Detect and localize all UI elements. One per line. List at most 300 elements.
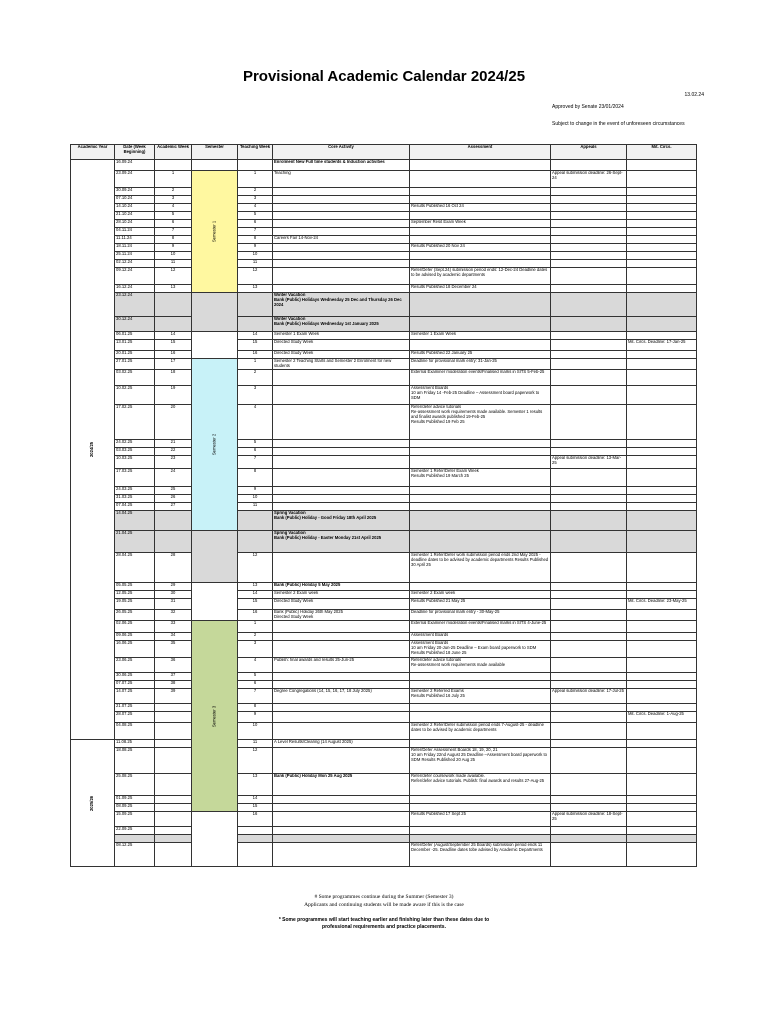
week-beginning-cell: 16.09.24 — [115, 160, 155, 171]
semester-cell — [192, 332, 238, 359]
mit-circs-cell — [627, 260, 697, 268]
core-activity-cell: Semester 2 Teaching Starts and Semester 2 Enrolment for new students — [273, 359, 410, 370]
column-header: Appeals — [551, 145, 627, 160]
core-activity-cell — [273, 827, 410, 835]
core-activity-cell — [273, 252, 410, 260]
appeals-cell — [551, 827, 627, 835]
week-beginning-cell: 18.11.24 — [115, 244, 155, 252]
week-beginning-cell: 23.06.25 — [115, 658, 155, 673]
core-activity-cell: Careers Fair 14-Nov-24 — [273, 236, 410, 244]
core-activity-cell — [273, 188, 410, 196]
semester-label: Semester 3 — [211, 705, 217, 727]
week-beginning-cell: 23.09.24 — [115, 171, 155, 188]
semester-cell — [192, 812, 238, 867]
teaching-week-cell: 10 — [238, 495, 273, 503]
semester-cell — [192, 359, 238, 531]
mit-circs-cell — [627, 511, 697, 531]
table-row — [71, 740, 697, 748]
mit-circs-cell — [627, 658, 697, 673]
assessment-cell — [410, 236, 551, 244]
column-header: Semester — [192, 145, 238, 160]
table-row — [71, 495, 697, 503]
core-activity-cell — [273, 440, 410, 448]
table-row — [71, 553, 697, 583]
week-beginning-cell: 20.01.25 — [115, 351, 155, 359]
table-row — [71, 386, 697, 405]
teaching-week-cell: 3 — [238, 641, 273, 658]
teaching-week-cell: 13 — [238, 583, 273, 591]
academic-week-cell — [155, 160, 192, 171]
appeals-cell: Appeal submission deadline: 18-Sept-25 — [551, 812, 627, 827]
mit-circs-cell — [627, 641, 697, 658]
mit-circs-cell — [627, 440, 697, 448]
core-activity-cell — [273, 633, 410, 641]
assessment-cell: Refer/defer advice tutorials Re-assessment work requirements made available — [410, 658, 551, 673]
assessment-cell — [410, 260, 551, 268]
week-beginning-cell: 03.02.25 — [115, 370, 155, 386]
column-header: Date (Week Beginning) — [115, 145, 155, 160]
appeals-cell — [551, 228, 627, 236]
core-activity-cell — [273, 370, 410, 386]
week-beginning-cell: 12.05.25 — [115, 591, 155, 599]
week-beginning-cell: 30.06.25 — [115, 673, 155, 681]
appeals-cell — [551, 487, 627, 495]
teaching-week-cell: 3 — [238, 196, 273, 204]
core-activity-cell — [273, 704, 410, 712]
teaching-week-cell: 2 — [238, 188, 273, 196]
table-row — [71, 748, 697, 774]
assessment-cell — [410, 440, 551, 448]
column-header: Academic Year — [71, 145, 115, 160]
appeals-cell — [551, 681, 627, 689]
academic-week-cell: 7 — [155, 228, 192, 236]
mit-circs-cell — [627, 236, 697, 244]
table-row — [71, 405, 697, 440]
academic-week-cell — [155, 827, 192, 835]
core-activity-cell — [273, 244, 410, 252]
academic-week-cell: 39 — [155, 689, 192, 704]
assessment-cell — [410, 704, 551, 712]
teaching-week-cell — [238, 293, 273, 317]
core-activity-cell — [273, 228, 410, 236]
mit-circs-cell — [627, 633, 697, 641]
core-activity-cell: Directed Study Week — [273, 351, 410, 359]
appeals-cell — [551, 260, 627, 268]
core-activity-cell: Winter Vacation Bank (Public) Holidays Wednesday 25 Dec and Thursday 26 Dec 2024 — [273, 293, 410, 317]
table-row — [71, 681, 697, 689]
teaching-week-cell: 2 — [238, 633, 273, 641]
core-activity-cell — [273, 268, 410, 285]
appeals-cell — [551, 511, 627, 531]
teaching-week-cell: 7 — [238, 689, 273, 704]
table-row — [71, 212, 697, 220]
assessment-cell — [410, 448, 551, 456]
academic-week-cell: 5 — [155, 212, 192, 220]
mit-circs-cell — [627, 332, 697, 340]
academic-week-cell — [155, 723, 192, 740]
appeals-cell — [551, 448, 627, 456]
appeals-cell — [551, 804, 627, 812]
core-activity-cell — [273, 553, 410, 583]
table-row — [71, 591, 697, 599]
assessment-cell — [410, 228, 551, 236]
appeals-cell — [551, 495, 627, 503]
mit-circs-cell — [627, 689, 697, 704]
table-row — [71, 293, 697, 317]
teaching-week-cell: 5 — [238, 212, 273, 220]
assessment-cell — [410, 456, 551, 469]
week-beginning-cell: 21.07.25 — [115, 704, 155, 712]
assessment-cell — [410, 681, 551, 689]
mit-circs-cell — [627, 244, 697, 252]
mit-circs-cell — [627, 386, 697, 405]
teaching-week-cell — [238, 827, 273, 835]
week-beginning-cell: 01.09.25 — [115, 796, 155, 804]
table-row — [71, 835, 697, 843]
academic-week-cell: 17 — [155, 359, 192, 370]
table-row — [71, 160, 697, 171]
week-beginning-cell: 19.05.25 — [115, 599, 155, 610]
appeals-cell — [551, 712, 627, 723]
academic-week-cell: 4 — [155, 204, 192, 212]
table-row — [71, 260, 697, 268]
table-row — [71, 351, 697, 359]
footnote-line-2: Applicants and continuing students will be made aware if this is the case — [304, 902, 464, 908]
week-beginning-cell: 27.01.25 — [115, 359, 155, 370]
core-activity-cell: A Level Results/Clearing (14 August 2025) — [273, 740, 410, 748]
assessment-cell — [410, 804, 551, 812]
academic-week-cell — [155, 531, 192, 553]
assessment-cell: Semester 1 Exam Week — [410, 332, 551, 340]
teaching-week-cell: 9 — [238, 712, 273, 723]
table-row — [71, 641, 697, 658]
mit-circs-cell — [627, 487, 697, 495]
week-beginning-cell: 23.12.24 — [115, 293, 155, 317]
academic-week-cell: 38 — [155, 681, 192, 689]
teaching-week-cell: 16 — [238, 812, 273, 827]
teaching-week-cell: 10 — [238, 723, 273, 740]
assessment-cell — [410, 827, 551, 835]
assessment-cell — [410, 160, 551, 171]
appeals-cell — [551, 843, 627, 867]
week-beginning-cell: 07.04.25 — [115, 503, 155, 511]
table-row — [71, 448, 697, 456]
core-activity-cell — [273, 723, 410, 740]
core-activity-cell: Bank (Public) Holiday 5 May 2025 — [273, 583, 410, 591]
week-beginning-cell: 15.09.25 — [115, 812, 155, 827]
teaching-week-cell — [238, 511, 273, 531]
appeals-cell — [551, 774, 627, 796]
academic-week-cell: 13 — [155, 285, 192, 293]
teaching-week-cell: 9 — [238, 244, 273, 252]
core-activity-cell — [273, 503, 410, 511]
footnote-line-4: professional requirements and practice placements. — [322, 923, 446, 930]
core-activity-cell — [273, 204, 410, 212]
table-row — [71, 220, 697, 228]
appeals-cell — [551, 621, 627, 633]
academic-week-cell — [155, 835, 192, 843]
mit-circs-cell — [627, 583, 697, 591]
assessment-cell: September Resit Exam Week — [410, 220, 551, 228]
table-row — [71, 359, 697, 370]
academic-week-cell: 28 — [155, 553, 192, 583]
core-activity-cell — [273, 681, 410, 689]
appeals-cell — [551, 252, 627, 260]
appeals-cell — [551, 285, 627, 293]
mit-circs-cell: Mit. Circs. Deadline: 1-Aug-25 — [627, 712, 697, 723]
academic-week-cell: 30 — [155, 591, 192, 599]
appeals-cell — [551, 386, 627, 405]
academic-week-cell — [155, 704, 192, 712]
teaching-week-cell: 1 — [238, 359, 273, 370]
mit-circs-cell — [627, 553, 697, 583]
assessment-cell: Results Published 16 Oct 24 — [410, 204, 551, 212]
page-title: Provisional Academic Calendar 2024/25 — [242, 68, 526, 85]
core-activity-cell — [273, 456, 410, 469]
mit-circs-cell — [627, 774, 697, 796]
academic-week-cell: 25 — [155, 487, 192, 495]
week-beginning-cell: 02.06.25 — [115, 621, 155, 633]
assessment-cell — [410, 511, 551, 531]
mit-circs-cell: Mit. Circs. Deadline: 23-May-25 — [627, 599, 697, 610]
table-row — [71, 268, 697, 285]
mit-circs-cell — [627, 456, 697, 469]
academic-week-cell: 11 — [155, 260, 192, 268]
mit-circs-cell — [627, 252, 697, 260]
academic-week-cell: 22 — [155, 448, 192, 456]
core-activity-cell: Degree Congregations (14, 15, 16, 17, 18 July 2025) — [273, 689, 410, 704]
core-activity-cell — [273, 641, 410, 658]
placement-footnote — [0, 917, 768, 930]
table-row — [71, 317, 697, 332]
table-row — [71, 285, 697, 293]
mit-circs-cell — [627, 405, 697, 440]
mit-circs-cell — [627, 827, 697, 835]
assessment-cell: Refer/Defer Assessment Boards 18, 19, 20, 21 10 am Friday 22nd August 25 Deadline –Assessment board paperwork to SDM Results Published 20 Aug 25 — [410, 748, 551, 774]
assessment-cell: Assessment Boards 10 am Friday 14 -Feb-25 Deadline – Assessment board paperwork to SDM — [410, 386, 551, 405]
week-beginning-cell — [115, 835, 155, 843]
semester-cell — [192, 531, 238, 583]
table-row — [71, 723, 697, 740]
teaching-week-cell: 13 — [238, 774, 273, 796]
week-beginning-cell: 08.12.25 — [115, 843, 155, 867]
teaching-week-cell: 12 — [238, 748, 273, 774]
table-row — [71, 252, 697, 260]
table-row — [71, 171, 697, 188]
mit-circs-cell — [627, 212, 697, 220]
week-beginning-cell: 25.11.24 — [115, 252, 155, 260]
table-row — [71, 503, 697, 511]
assessment-cell — [410, 835, 551, 843]
mit-circs-cell — [627, 196, 697, 204]
mit-circs-cell — [627, 495, 697, 503]
assessment-cell: Semester 2 Referred Exams Results Published 16 July 25 — [410, 689, 551, 704]
academic-week-cell: 1 — [155, 171, 192, 188]
teaching-week-cell: 14 — [238, 332, 273, 340]
assessment-cell — [410, 293, 551, 317]
academic-week-cell: 6 — [155, 220, 192, 228]
appeals-cell: Appeal submission deadline: 26-Sept-24 — [551, 171, 627, 188]
academic-week-cell: 2 — [155, 188, 192, 196]
academic-week-cell: 34 — [155, 633, 192, 641]
appeals-cell — [551, 633, 627, 641]
mit-circs-cell — [627, 740, 697, 748]
core-activity-cell: Directed Study Week — [273, 599, 410, 610]
table-row — [71, 658, 697, 673]
table-row — [71, 673, 697, 681]
assessment-cell — [410, 495, 551, 503]
week-beginning-cell: 16.12.24 — [115, 285, 155, 293]
column-header: Assessment — [410, 145, 551, 160]
footnote-line-3: * Some programmes will start teaching earlier and finishing later than these dates due to — [278, 917, 490, 923]
appeals-cell — [551, 610, 627, 621]
column-header: Core Activity — [273, 145, 410, 160]
academic-week-cell — [155, 712, 192, 723]
academic-week-cell — [155, 293, 192, 317]
week-beginning-cell: 31.03.25 — [115, 495, 155, 503]
teaching-week-cell: 6 — [238, 220, 273, 228]
mit-circs-cell — [627, 228, 697, 236]
appeals-cell — [551, 268, 627, 285]
teaching-week-cell: 1 — [238, 621, 273, 633]
teaching-week-cell: 12 — [238, 553, 273, 583]
teaching-week-cell: 5 — [238, 673, 273, 681]
semester-label: Semester 1 — [211, 220, 217, 243]
mit-circs-cell — [627, 531, 697, 553]
appeals-cell — [551, 641, 627, 658]
academic-week-cell — [155, 740, 192, 748]
teaching-week-cell: 16 — [238, 351, 273, 359]
table-row — [71, 583, 697, 591]
mit-circs-cell — [627, 835, 697, 843]
academic-week-cell — [155, 804, 192, 812]
academic-year-label: 2025/26 — [89, 795, 95, 811]
mit-circs-cell — [627, 843, 697, 867]
academic-week-cell: 9 — [155, 244, 192, 252]
week-beginning-cell: 24.03.25 — [115, 487, 155, 495]
academic-week-cell: 16 — [155, 351, 192, 359]
appeals-cell — [551, 332, 627, 340]
week-beginning-cell: 11.08.25 — [115, 740, 155, 748]
academic-week-cell — [155, 774, 192, 796]
assessment-cell: Refer/defer advice tutorials Re-assessment work requirements made available. Semester 1 results and finalist awards published 19-Feb-25 Results Published 19 Feb 25 — [410, 405, 551, 440]
table-row — [71, 204, 697, 212]
academic-week-cell — [155, 748, 192, 774]
academic-week-cell: 10 — [155, 252, 192, 260]
academic-week-cell: 21 — [155, 440, 192, 448]
core-activity-cell — [273, 386, 410, 405]
academic-week-cell: 8 — [155, 236, 192, 244]
appeals-cell — [551, 440, 627, 448]
assessment-cell: Semester 2 Refer/Defer submission period ends 7-August-25 - deadline dates to be advised by academic departments — [410, 723, 551, 740]
appeals-cell — [551, 591, 627, 599]
assessment-cell: Refer/Defer (August/September 25 Boards) submission period ends 11 December -25. Deadline dates tobe advised by Academic Departments — [410, 843, 551, 867]
appeals-cell — [551, 196, 627, 204]
teaching-week-cell: 13 — [238, 285, 273, 293]
table-row — [71, 236, 697, 244]
assessment-cell — [410, 317, 551, 332]
teaching-week-cell: 3 — [238, 386, 273, 405]
assessment-cell — [410, 503, 551, 511]
academic-week-cell — [155, 812, 192, 827]
table-header-row — [71, 145, 697, 160]
mit-circs-cell — [627, 796, 697, 804]
table-row — [71, 370, 697, 386]
teaching-week-cell: 10 — [238, 252, 273, 260]
teaching-week-cell: 2 — [238, 370, 273, 386]
appeals-cell — [551, 835, 627, 843]
assessment-cell — [410, 712, 551, 723]
core-activity-cell — [273, 469, 410, 487]
mit-circs-cell — [627, 681, 697, 689]
teaching-week-cell: 8 — [238, 236, 273, 244]
core-activity-cell: Directed Study Week — [273, 340, 410, 351]
assessment-cell: Assessment Boards — [410, 633, 551, 641]
week-beginning-cell: 28.10.24 — [115, 220, 155, 228]
table-row — [71, 469, 697, 487]
academic-week-cell — [155, 843, 192, 867]
academic-week-cell — [155, 796, 192, 804]
week-beginning-cell: 13.01.25 — [115, 340, 155, 351]
table-row — [71, 812, 697, 827]
assessment-cell — [410, 673, 551, 681]
revision-date: 13.02.24 — [684, 92, 704, 98]
semester-label: Semester 2 — [211, 433, 217, 456]
appeals-cell — [551, 317, 627, 332]
academic-week-cell: 19 — [155, 386, 192, 405]
academic-week-cell: 32 — [155, 610, 192, 621]
mit-circs-cell — [627, 812, 697, 827]
core-activity-cell — [273, 843, 410, 867]
appeals-cell — [551, 583, 627, 591]
mit-circs-cell — [627, 610, 697, 621]
mit-circs-cell — [627, 160, 697, 171]
week-beginning-cell: 14.04.25 — [115, 511, 155, 531]
table-row — [71, 188, 697, 196]
core-activity-cell — [273, 796, 410, 804]
teaching-week-cell: 9 — [238, 487, 273, 495]
appeals-cell — [551, 351, 627, 359]
core-activity-cell — [273, 712, 410, 723]
assessment-cell — [410, 196, 551, 204]
week-beginning-cell: 04.11.24 — [115, 228, 155, 236]
appeals-cell — [551, 236, 627, 244]
assessment-cell — [410, 188, 551, 196]
teaching-week-cell: 1 — [238, 171, 273, 188]
teaching-week-cell: 5 — [238, 440, 273, 448]
change-disclaimer: Subject to change in the event of unforeseen circumstances — [552, 121, 685, 127]
table-row — [71, 531, 697, 553]
academic-week-cell — [155, 511, 192, 531]
teaching-week-cell — [238, 531, 273, 553]
column-header: Teaching Week — [238, 145, 273, 160]
mit-circs-cell — [627, 188, 697, 196]
core-activity-cell — [273, 673, 410, 681]
core-activity-cell — [273, 405, 410, 440]
appeals-cell — [551, 188, 627, 196]
semester-cell — [192, 293, 238, 332]
teaching-week-cell: 4 — [238, 658, 273, 673]
appeals-cell — [551, 704, 627, 712]
week-beginning-cell: 07.07.25 — [115, 681, 155, 689]
appeals-cell — [551, 531, 627, 553]
appeals-cell — [551, 796, 627, 804]
academic-year-cell — [71, 160, 115, 740]
teaching-week-cell: 6 — [238, 448, 273, 456]
core-activity-cell — [273, 196, 410, 204]
assessment-cell: Assessment Boards 10 am Friday 20-Jun-25 Deadline – Exam board paperwork to SDM Results Published 18 June 25 — [410, 641, 551, 658]
teaching-week-cell — [238, 835, 273, 843]
